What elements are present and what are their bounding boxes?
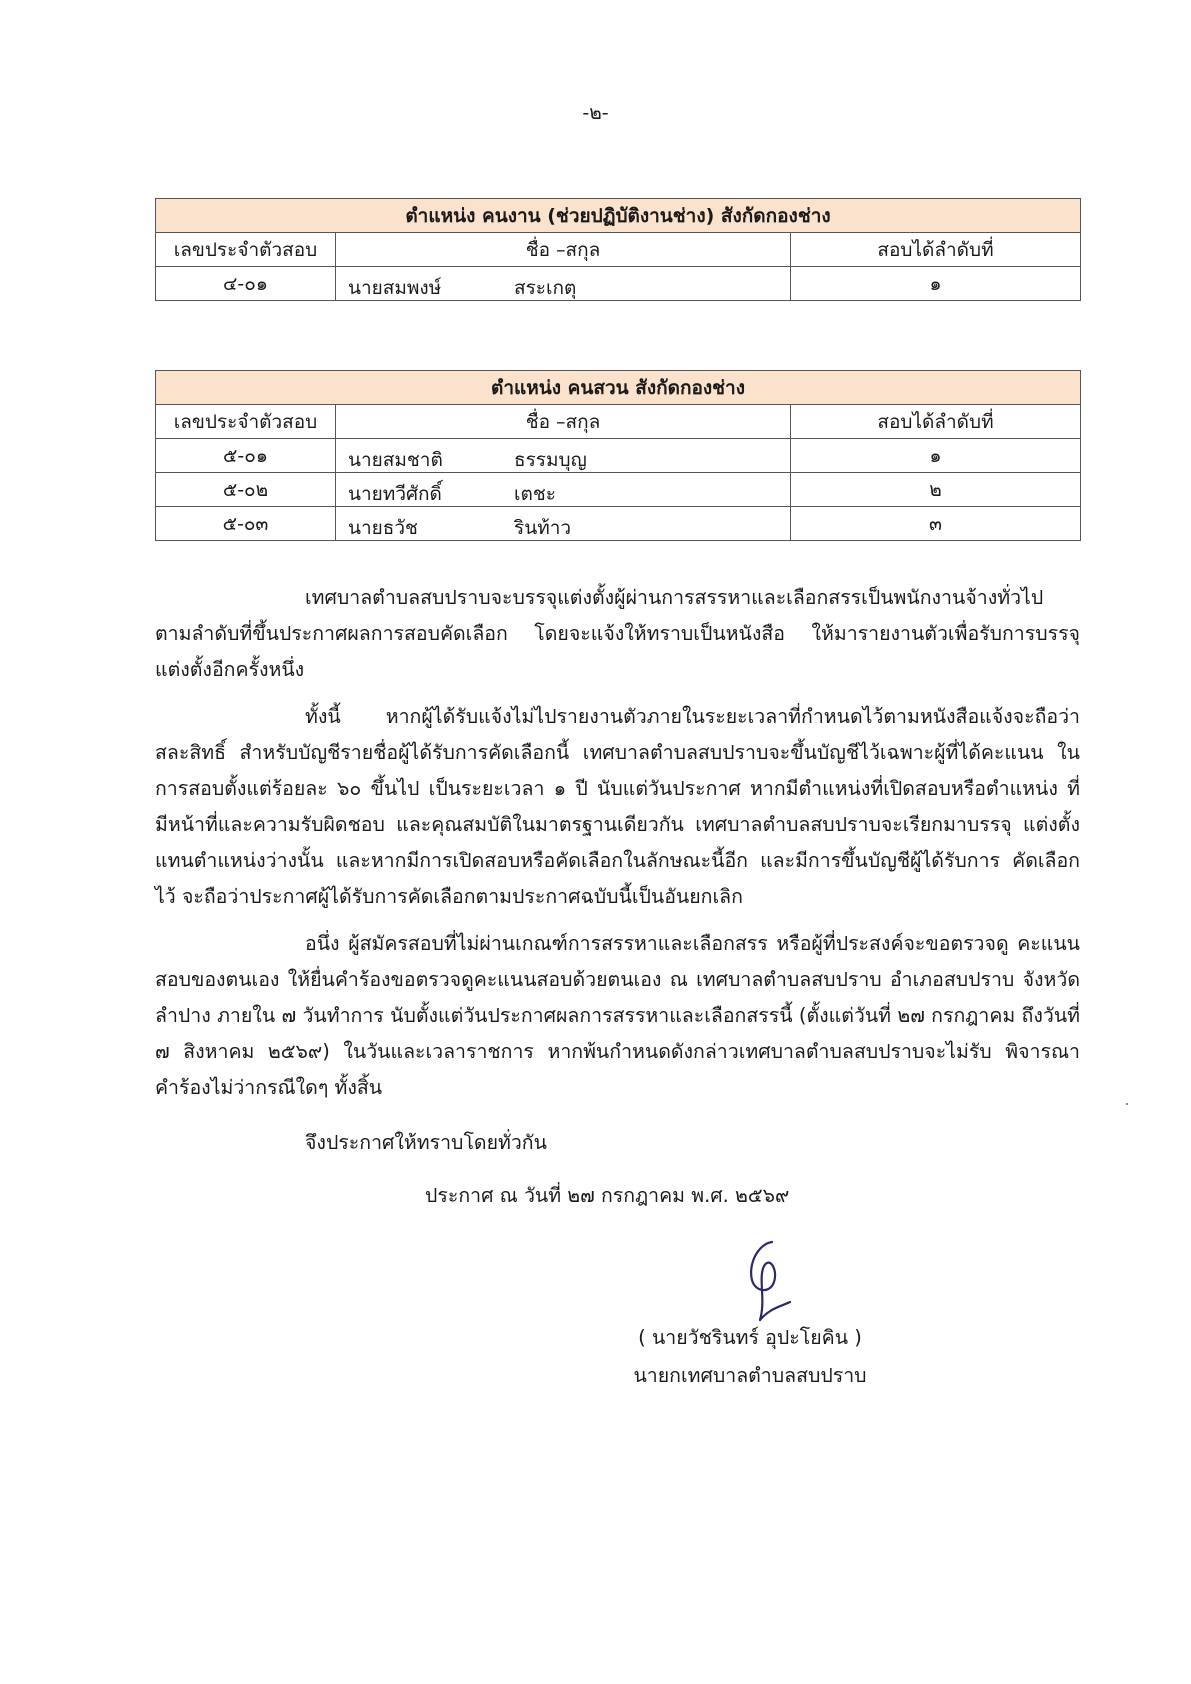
table-title-row: [156, 371, 1081, 405]
paragraph-waiver: ทั้งนี้ หากผู้ได้รับแจ้งไม่ไปรายงานตัวภายในระยะเวลาที่กำหนดไว้ตามหนังสือแจ้งจะถือว่า สละสิทธิ์ สำหรับบัญชีรายชื่อผู้ได้รับการคัดเลือกนี้ เทศบาลตำบลสบปราบจะขึ้นบัญชีไว้เฉพาะผู้ที่ได้คะแนน ในการสอบตั้งแต่ร้อยละ ๖๐ ขึ้นไป เป็นระยะเวลา ๑ ปี นับแต่วันประกาศ หากมีตำแหน่งที่เปิดสอบหรือตำแหน่ง ที่มีหน้าที่และความรับผิดชอบ และคุณสมบัติในมาตรฐานเดียวกัน เทศบาลตำบลสบปราบจะเรียกมาบรรจุ แต่งตั้งแทนตำแหน่งว่างนั้น และหากมีการเปิดสอบหรือคัดเลือกในลักษณะนี้อีก และมีการขึ้นบัญชีผู้ได้รับการ คัดเลือกไว้ จะถือว่าประกาศผู้ได้รับการคัดเลือกตามประกาศฉบับนี้เป็นอันยกเลิก: [155, 705, 1080, 908]
column-header-exam-id: เลขประจำตัวสอบ: [156, 405, 336, 439]
rank-cell: ๑: [791, 267, 1081, 301]
scan-speck: [1126, 1103, 1128, 1105]
column-header-rank: สอบได้ลำดับที่: [791, 405, 1081, 439]
signer-title: นายกเทศบาลตำบลสบปราบ: [633, 1364, 867, 1387]
announcement-date: ประกาศ ณ วันที่ ๒๗ กรกฎาคม พ.ศ. ๒๕๖๙: [425, 1184, 790, 1207]
name-cell: [336, 473, 791, 507]
results-table-gardener: [155, 370, 1081, 541]
given-name: นายทวีศักดิ์: [348, 483, 442, 505]
surname: เตชะ: [514, 483, 556, 505]
given-name: นายสมพงษ์: [348, 277, 442, 299]
table-title: ตำแหน่ง คนงาน (ช่วยปฏิบัติงานช่าง) สังกัดกองช่าง: [156, 199, 1081, 233]
exam-id-cell: ๔-๐๑: [156, 267, 336, 301]
column-header-rank: สอบได้ลำดับที่: [791, 233, 1081, 267]
announcement-body: [155, 580, 1080, 1117]
rank-cell: ๒: [791, 473, 1081, 507]
name-cell: [336, 507, 791, 541]
rank-cell: ๑: [791, 439, 1081, 473]
given-name: นายสมชาติ: [348, 449, 443, 471]
table-title-row: [156, 199, 1081, 233]
column-header-name: ชื่อ –สกุล: [336, 233, 791, 267]
paragraph-appeal: อนึ่ง ผู้สมัครสอบที่ไม่ผ่านเกณฑ์การสรรหาและเลือกสรร หรือผู้ที่ประสงค์จะขอตรวจดู คะแนนสอบของตนเอง ให้ยื่นคำร้องขอตรวจดูคะแนนสอบด้วยตนเอง ณ เทศบาลตำบลสบปราบ อำเภอสบปราบ จังหวัดลำปาง ภายใน ๗ วันทำการ นับตั้งแต่วันประกาศผลการสรรหาและเลือกสรรนี้ (ตั้งแต่วันที่ ๒๗ กรกฎาคม ถึงวันที่ ๗ สิงหาคม ๒๕๖๙) ในวันและเวลาราชการ หากพ้นกำหนดดังกล่าวเทศบาลตำบลสบปราบจะไม่รับ พิจารณาคำร้องไม่ว่ากรณีใดๆ ทั้งสิ้น: [155, 932, 1080, 1099]
exam-id-cell: ๕-๐๓: [156, 507, 336, 541]
rank-cell: ๓: [791, 507, 1081, 541]
exam-id-cell: ๕-๐๒: [156, 473, 336, 507]
exam-id-cell: ๕-๐๑: [156, 439, 336, 473]
surname: สระเกตุ: [514, 277, 577, 299]
column-header-name: ชื่อ –สกุล: [336, 405, 791, 439]
name-cell: [336, 267, 791, 301]
table-row: [156, 507, 1081, 541]
table-header-row: [156, 405, 1081, 439]
signer-name: ( นายวัชรินทร์ อุปะโยคิน ): [638, 1326, 862, 1349]
results-table-laborer: [155, 198, 1081, 301]
table-row: [156, 473, 1081, 507]
table-row: [156, 267, 1081, 301]
closing-line: จึงประกาศให้ทราบโดยทั่วกัน: [305, 1131, 547, 1154]
column-header-exam-id: เลขประจำตัวสอบ: [156, 233, 336, 267]
table-title: ตำแหน่ง คนสวน สังกัดกองช่าง: [156, 371, 1081, 405]
table-header-row: [156, 233, 1081, 267]
given-name: นายธวัช: [348, 517, 418, 539]
paragraph-appointment: เทศบาลตำบลสบปราบจะบรรจุแต่งตั้งผู้ผ่านการสรรหาและเลือกสรรเป็นพนักงานจ้างทั่วไป ตามลำดับที่ขึ้นประกาศผลการสอบคัดเลือก โดยจะแจ้งให้ทราบเป็นหนังสือ ให้มารายงานตัวเพื่อรับการบรรจุ แต่งตั้งอีกครั้งหนึ่ง: [155, 586, 1080, 681]
table-row: [156, 439, 1081, 473]
surname: ธรรมบุญ: [514, 449, 587, 471]
surname: รินท้าว: [514, 517, 572, 539]
signature-mark: [730, 1236, 820, 1326]
page-number: -๒-: [582, 102, 609, 124]
name-cell: [336, 439, 791, 473]
